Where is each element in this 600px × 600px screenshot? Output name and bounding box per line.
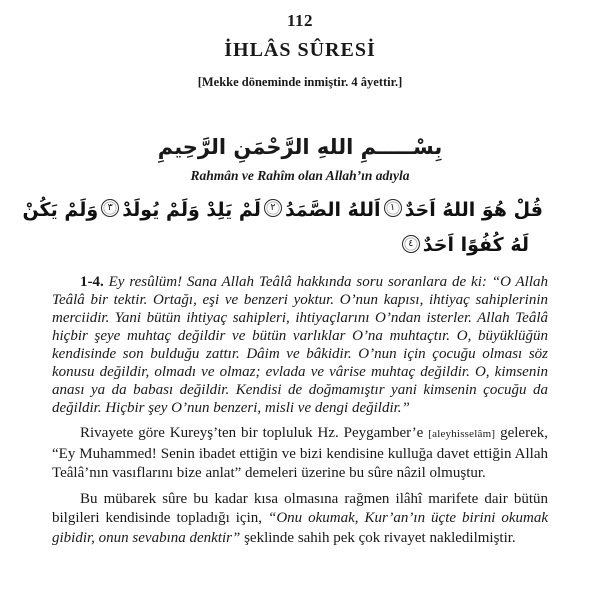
ayah-number-marker: ٤ (402, 235, 420, 253)
text-run: [aleyhisselâm] (428, 428, 496, 441)
text-run: Ey resûlüm! Sana Allah Teâlâ hakkında soru soranlara de ki: “O Allah Teâlâ bir tektir. Ortağı, eşi ve benzeri yoktur. O’nun kapısı, ihtiyaç sahiplerinin merciidir. Yani bütün ihtiyaç sahipleri, ihtiyaçlarını O’ndan isterler. Allah Teâlâ hiçbir şeye muhtaç değildir ve bütün varlıklar O’na muhtaçtır. O, büyüklüğün kendisinde son bulduğu zattır. Dâim ve bâkidir. O’nun için çocuğu olması söz konusu değildir, olmadı ve olmaz; evlada ve vârise muhtaç değildir. O, kimsenin anası ya da babası değildir. Kendisi de doğmamıştır yani kimsenin çocuğu da değildir. Hiçbir şey O’nun benzeri, misli ve dengi değildir.” (52, 274, 549, 417)
bismillah-calligraphy: بِسْـــــمِ اللهِ الرَّحْمَنِ الرَّحِيمِ (157, 135, 443, 159)
text-run: şeklinde sahih pek çok rivayet nakledilmiştir. (240, 529, 516, 546)
quran-verse-line-1 (22, 193, 543, 227)
ayah-number-marker: ٣ (101, 199, 119, 217)
text-run: “Onu okumak, Kur’an’ın üçte birini okumak gibidir, onun sevabına denktir” (52, 510, 548, 546)
revelation-note: [Mekke döneminde inmiştir. 4 âyettir.] (197, 75, 403, 89)
text-run: لَمْ يَلِدْ وَلَمْ يُولَدْ (122, 199, 261, 222)
text-run: وَلَمْ يَكُنْ (22, 199, 99, 222)
quran-verse-block (22, 193, 543, 262)
ayah-number-marker: ٢ (264, 199, 282, 217)
page-header (0, 0, 600, 90)
text-run: gelerek, “Ey Muhammed! Senin ibadet ettiğin ve bizi kendisine kulluğa davet ettiğin Allah Teâlâ’nın vasıflarını bize anlat” demeleri üzerine bu sûre nâzil olmuştur. (52, 425, 548, 481)
text-run: Bu mübarek sûre bu kadar kısa olmasına rağmen ilâhî marifete dair bütün bilgileri kendisinde topladığı için, (52, 491, 548, 527)
basmala-translation: Rahmân ve Rahîm olan Allah’ın adıyla (190, 168, 410, 184)
text-run: لَهُ كُفُوًا اَحَدٌ (422, 234, 529, 257)
translation-paragraph (52, 273, 548, 417)
quran-verse-line-2 (57, 228, 543, 262)
virtue-paragraph (52, 490, 548, 548)
page-number: 112 (286, 11, 314, 30)
text-run: Rivayete göre Kureyş’ten bir topluluk Hz. Peygamber’e (80, 425, 429, 442)
revelation-context-paragraph (52, 424, 548, 483)
commentary-section (52, 273, 548, 548)
text-run: 1-4. (80, 274, 109, 291)
text-run: قُلْ هُوَ اللهُ اَحَدٌ (404, 199, 543, 222)
surah-title: İHLÂS SÛRESİ (224, 39, 376, 61)
text-run: اَللهُ الصَّمَدُ (284, 199, 381, 222)
ayah-number-marker: ١ (384, 199, 402, 217)
